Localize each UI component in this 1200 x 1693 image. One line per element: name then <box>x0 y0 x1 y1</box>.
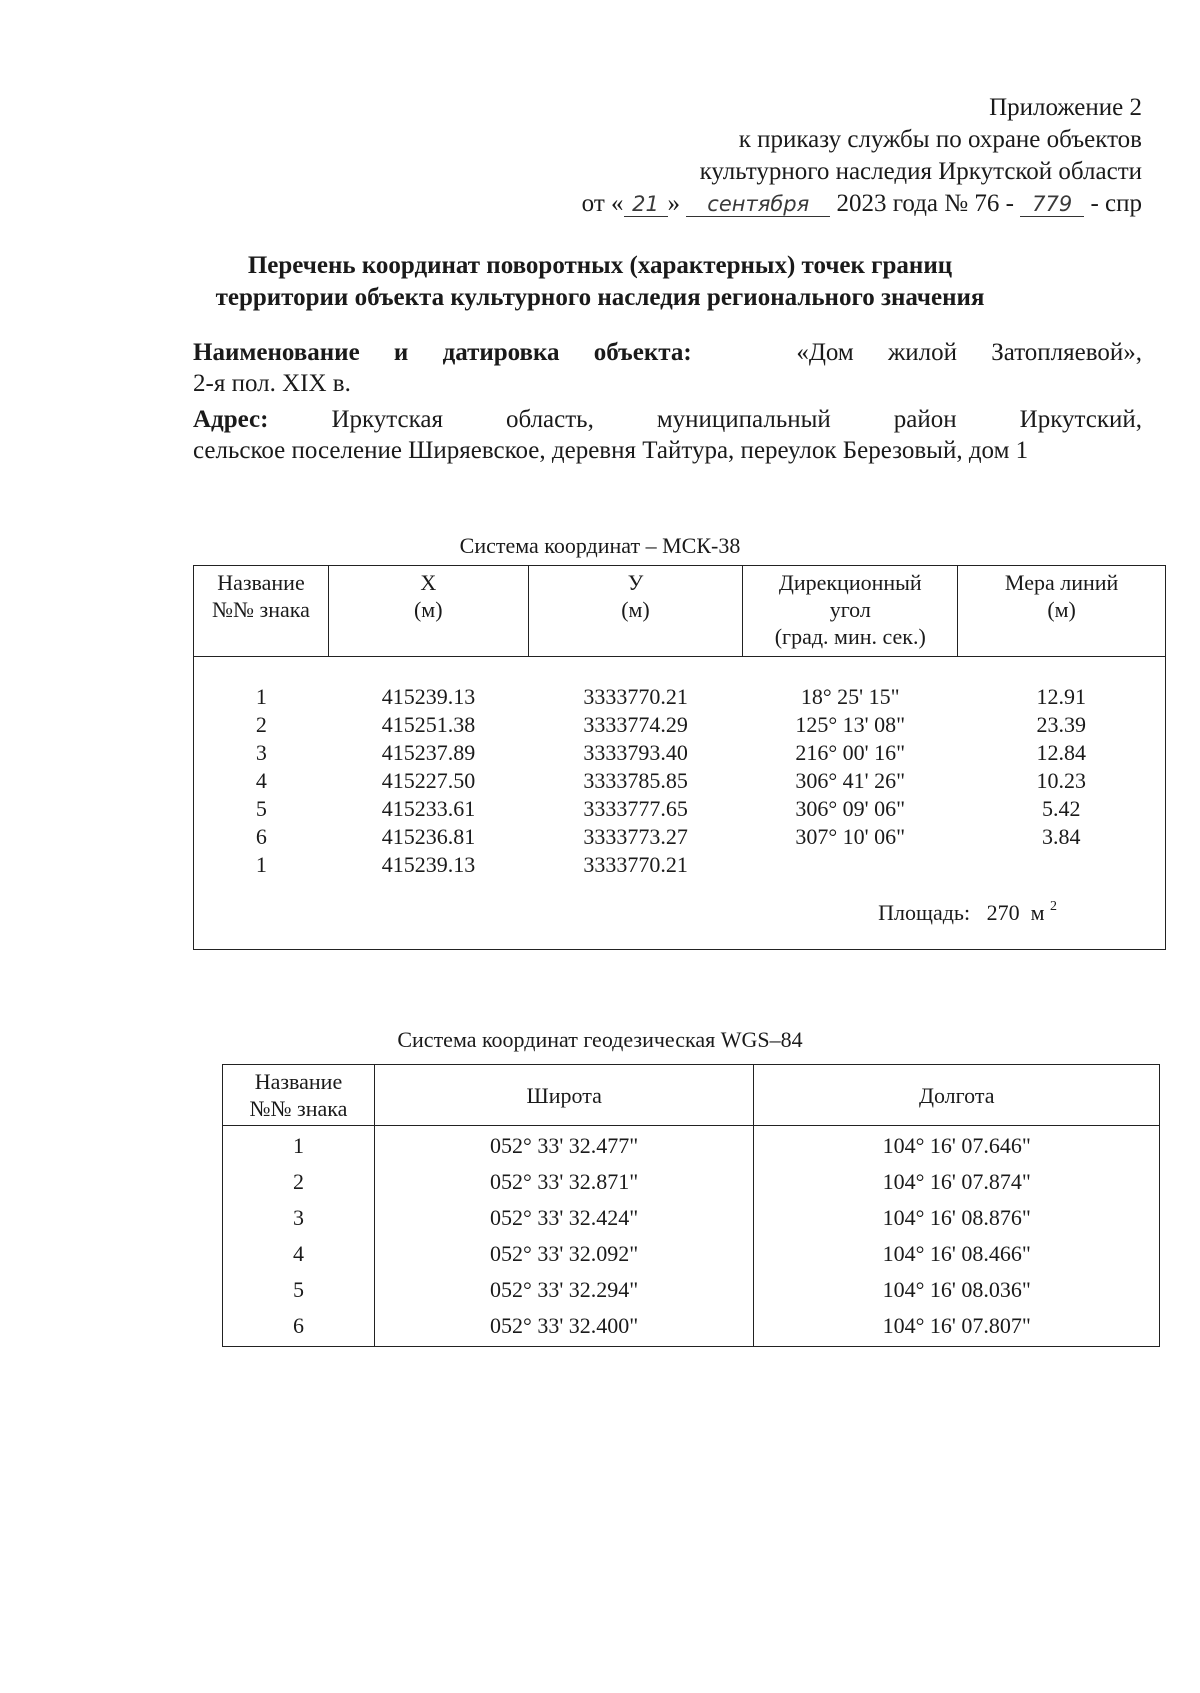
msk-cell-y: 3333770.21 <box>583 852 688 877</box>
wgs-table-row <box>223 1164 1160 1200</box>
wgs-table-row <box>223 1272 1160 1308</box>
object-dating: 2-я пол. XIX в. <box>193 370 351 397</box>
msk-cell-y: 3333770.21 <box>583 684 688 709</box>
wgs-cell-lat: 052° 33' 32.294" <box>374 1272 754 1308</box>
msk-cell-length: 12.91 <box>1036 684 1086 709</box>
wgs-header-name: Название №№ знака <box>223 1065 375 1126</box>
msk-header-length: Мера линий (м) <box>958 566 1166 657</box>
address-line-2: сельское поселение Ширяевское, деревня Тайтура, переулок Березовый, дом 1 <box>193 437 1029 464</box>
address-info <box>193 404 1142 466</box>
title-line-1: Перечень координат поворотных (характерных) точек границ <box>247 252 953 279</box>
appendix-order-line: к приказу службы по охране объектов <box>738 126 1142 153</box>
msk-cell-name: 6 <box>255 824 267 849</box>
msk-header-x: X (м) <box>328 566 528 657</box>
msk-cell-x: 415233.61 <box>381 796 476 821</box>
title-line-2: территории объекта культурного наследия регионального значения <box>215 284 985 311</box>
address-word: муниципальный <box>656 406 831 433</box>
msk-cell-y: 3333785.85 <box>583 768 688 793</box>
address-line-1 <box>193 404 1142 435</box>
msk-cell-length: 10.23 <box>1036 768 1086 793</box>
wgs-cell-lon: 104° 16' 08.876" <box>754 1200 1160 1236</box>
address-word: район <box>893 406 957 433</box>
msk-rows <box>194 657 1165 879</box>
msk-cell-name: 2 <box>255 712 267 737</box>
wgs-cell-lon: 104° 16' 07.874" <box>754 1164 1160 1200</box>
object-info-line <box>193 337 1142 368</box>
wgs-cell-name: 1 <box>223 1126 375 1165</box>
address-word: область, <box>505 406 594 433</box>
order-suffix: - спр <box>1090 190 1142 217</box>
msk-cell-y: 3333793.40 <box>583 740 688 765</box>
date-year: 2023 года № 76 - <box>836 190 1014 217</box>
msk-table-row <box>194 767 1165 795</box>
wgs-cell-lon: 104° 16' 08.036" <box>754 1272 1160 1308</box>
wgs-cell-lat: 052° 33' 32.871" <box>374 1164 754 1200</box>
appendix-title: Приложение 2 <box>989 94 1142 121</box>
wgs-header-latitude: Широта <box>374 1065 754 1126</box>
appendix-header <box>582 92 1142 220</box>
address-word: Иркутский, <box>1019 406 1142 433</box>
msk-cell-x: 415237.89 <box>381 740 476 765</box>
msk-cell-angle: 306° 41' 26" <box>795 768 906 793</box>
wgs-cell-lat: 052° 33' 32.092" <box>374 1236 754 1272</box>
msk-cell-angle: 18° 25' 15" <box>800 684 900 709</box>
object-info <box>193 337 1142 399</box>
msk-cell-angle <box>743 851 957 879</box>
wgs-cell-name: 4 <box>223 1236 375 1272</box>
object-name: «Дом жилой Затопляевой», <box>796 339 1142 366</box>
msk-cell-angle: 306° 09' 06" <box>795 796 906 821</box>
msk-table-body <box>194 657 1166 950</box>
msk-cell-name: 5 <box>255 796 267 821</box>
wgs-table-caption: Система координат геодезическая WGS–84 <box>397 1027 803 1052</box>
msk-table-caption: Система координат – МСК-38 <box>459 533 741 558</box>
wgs-coordinates-table <box>222 1064 1160 1347</box>
wgs-table-row <box>223 1200 1160 1236</box>
msk-cell-x: 415239.13 <box>381 684 476 709</box>
area-unit: м <box>1030 900 1045 925</box>
msk-table-row <box>194 739 1165 767</box>
msk-table-row <box>194 795 1165 823</box>
area-unit-power: 2 <box>1050 899 1057 914</box>
handwritten-order-number: 779 <box>1020 192 1084 217</box>
msk-cell-angle: 216° 00' 16" <box>795 740 906 765</box>
wgs-header-row <box>223 1065 1160 1126</box>
wgs-cell-lon: 104° 16' 07.807" <box>754 1308 1160 1347</box>
wgs-cell-name: 2 <box>223 1164 375 1200</box>
msk-cell-x: 415227.50 <box>381 768 476 793</box>
wgs-cell-lat: 052° 33' 32.400" <box>374 1308 754 1347</box>
msk-cell-name: 1 <box>255 684 267 709</box>
document-title <box>0 250 1200 314</box>
appendix-service-line: культурного наследия Иркутской области <box>699 158 1142 185</box>
wgs-cell-name: 5 <box>223 1272 375 1308</box>
msk-cell-x: 415236.81 <box>381 824 476 849</box>
msk-cell-length <box>957 851 1165 879</box>
address-label: Адрес: <box>193 406 269 433</box>
msk-table-row <box>194 823 1165 851</box>
msk-cell-y: 3333773.27 <box>583 824 688 849</box>
wgs-table-row <box>223 1308 1160 1347</box>
msk-cell-length: 12.84 <box>1036 740 1086 765</box>
wgs-table-row <box>223 1126 1160 1165</box>
wgs-cell-lat: 052° 33' 32.477" <box>374 1126 754 1165</box>
area-label: Площадь: <box>878 900 971 925</box>
wgs-cell-name: 3 <box>223 1200 375 1236</box>
msk-cell-name: 4 <box>255 768 267 793</box>
object-label: Наименование и датировка объекта: <box>193 339 692 366</box>
wgs-table-row <box>223 1236 1160 1272</box>
handwritten-month: сентября <box>686 192 830 217</box>
area-value: 270 <box>986 900 1020 925</box>
wgs-cell-lon: 104° 16' 07.646" <box>754 1126 1160 1165</box>
wgs-cell-lat: 052° 33' 32.424" <box>374 1200 754 1236</box>
msk-coordinates-table <box>193 565 1166 950</box>
wgs-cell-lon: 104° 16' 08.466" <box>754 1236 1160 1272</box>
msk-table-row <box>194 851 1165 879</box>
handwritten-day: 21 <box>624 192 668 217</box>
msk-header-name: Название №№ знака <box>194 566 329 657</box>
msk-header-y: У (м) <box>528 566 743 657</box>
wgs-cell-name: 6 <box>223 1308 375 1347</box>
msk-cell-x: 415251.38 <box>381 712 476 737</box>
appendix-date-line <box>582 188 1142 220</box>
date-quote-close: » <box>667 190 681 217</box>
msk-cell-length: 23.39 <box>1036 712 1086 737</box>
msk-table-row <box>194 683 1165 711</box>
msk-cell-angle: 307° 10' 06" <box>795 824 906 849</box>
area-summary <box>194 879 1165 949</box>
msk-cell-y: 3333774.29 <box>583 712 688 737</box>
msk-cell-angle: 125° 13' 08" <box>795 712 906 737</box>
msk-cell-length: 3.84 <box>1041 824 1081 849</box>
msk-cell-y: 3333777.65 <box>583 796 688 821</box>
msk-spacer-row <box>194 657 1165 683</box>
address-word: Иркутская <box>331 406 443 433</box>
msk-header-angle: Дирекционный угол (град. мин. сек.) <box>743 566 958 657</box>
msk-header-row <box>194 566 1166 657</box>
msk-cell-name: 1 <box>255 852 267 877</box>
msk-cell-name: 3 <box>255 740 267 765</box>
date-prefix: от « <box>581 190 624 217</box>
msk-cell-length: 5.42 <box>1041 796 1081 821</box>
wgs-header-longitude: Долгота <box>754 1065 1160 1126</box>
msk-cell-x: 415239.13 <box>381 852 476 877</box>
msk-table-row <box>194 711 1165 739</box>
